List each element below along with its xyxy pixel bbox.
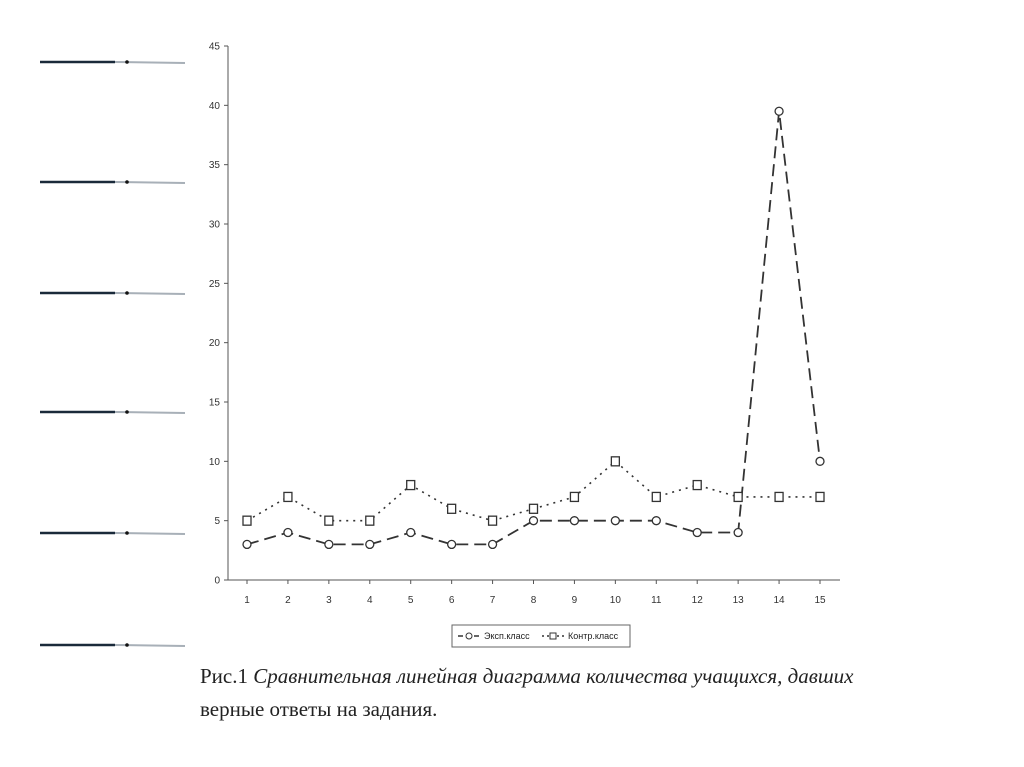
- series-1: [243, 107, 824, 548]
- data-point-circle: [775, 107, 783, 115]
- data-point-circle: [243, 540, 251, 548]
- y-tick-label: 35: [208, 160, 220, 172]
- decor-dot: [125, 531, 129, 535]
- data-point-circle: [734, 529, 742, 537]
- data-point-circle: [448, 540, 456, 548]
- decor-dot: [125, 60, 129, 64]
- data-point-circle: [570, 517, 578, 525]
- data-point-square: [570, 492, 578, 501]
- legend-marker-circle: [466, 633, 472, 639]
- series-2: [243, 457, 824, 525]
- x-tick-label: 1: [244, 595, 250, 606]
- data-point-square: [775, 492, 783, 501]
- x-tick-label: 14: [773, 595, 785, 606]
- x-tick-label: 4: [367, 595, 373, 606]
- data-point-square: [407, 481, 415, 490]
- legend-marker-square: [550, 633, 556, 639]
- data-point-circle: [652, 517, 660, 525]
- chart-axes: [228, 46, 840, 580]
- data-point-square: [734, 492, 742, 501]
- y-tick-label: 20: [208, 338, 220, 350]
- data-point-square: [652, 492, 660, 501]
- data-point-circle: [489, 540, 497, 548]
- decor-dot: [125, 643, 129, 647]
- data-point-circle: [325, 540, 333, 548]
- data-point-square: [530, 504, 538, 513]
- x-tick-label: 12: [691, 595, 703, 606]
- figure-caption: [200, 660, 980, 726]
- x-tick-label: 8: [530, 595, 537, 606]
- x-tick-label: 5: [407, 595, 414, 606]
- data-point-circle: [816, 457, 824, 465]
- data-point-square: [243, 516, 251, 525]
- legend-label: Эксп.класс: [484, 631, 530, 641]
- data-point-square: [448, 504, 456, 513]
- x-tick-label: 9: [571, 595, 578, 606]
- x-tick-label: 10: [609, 595, 621, 606]
- series-line: [247, 111, 820, 544]
- y-tick-label: 0: [214, 575, 220, 587]
- y-tick-label: 5: [214, 516, 220, 528]
- chart-legend: [452, 625, 630, 647]
- caption-body: Сравнительная линейная диаграмма количества учащихся, давших: [253, 664, 854, 688]
- data-point-square: [693, 481, 701, 490]
- data-point-square: [611, 457, 619, 466]
- chart-series: [243, 107, 824, 548]
- data-point-square: [489, 516, 497, 525]
- caption-prefix: Рис.1: [200, 664, 248, 688]
- data-point-circle: [530, 517, 538, 525]
- legend-item-2: [542, 631, 619, 641]
- data-point-square: [284, 492, 292, 501]
- caption-tail: верные ответы на задания.: [200, 697, 438, 721]
- data-point-circle: [366, 540, 374, 548]
- data-point-square: [325, 516, 333, 525]
- x-tick-label: 6: [448, 595, 455, 606]
- y-tick-label: 40: [208, 100, 220, 112]
- decor-dot: [125, 180, 129, 184]
- y-axis-ticks: [209, 42, 228, 587]
- x-tick-label: 13: [732, 595, 744, 606]
- data-point-circle: [284, 529, 292, 537]
- x-tick-label: 11: [651, 595, 662, 606]
- x-tick-label: 3: [326, 595, 332, 606]
- data-point-circle: [693, 529, 701, 537]
- y-tick-label: 25: [208, 278, 220, 290]
- x-tick-label: 15: [814, 595, 826, 606]
- y-tick-label: 15: [208, 397, 220, 409]
- y-tick-label: 10: [208, 456, 220, 468]
- y-tick-label: 30: [208, 219, 220, 231]
- data-point-circle: [407, 529, 415, 537]
- x-tick-label: 7: [489, 595, 496, 606]
- decor-dot: [125, 410, 129, 414]
- x-axis-ticks: [244, 580, 826, 606]
- data-point-square: [816, 492, 824, 501]
- y-tick-label: 45: [208, 41, 220, 53]
- data-point-square: [366, 516, 374, 525]
- data-point-circle: [611, 517, 619, 525]
- legend-label: Контр.класс: [568, 631, 619, 641]
- left-decorative-lines: [40, 60, 185, 647]
- x-tick-label: 2: [285, 595, 291, 606]
- decor-dot: [125, 291, 129, 295]
